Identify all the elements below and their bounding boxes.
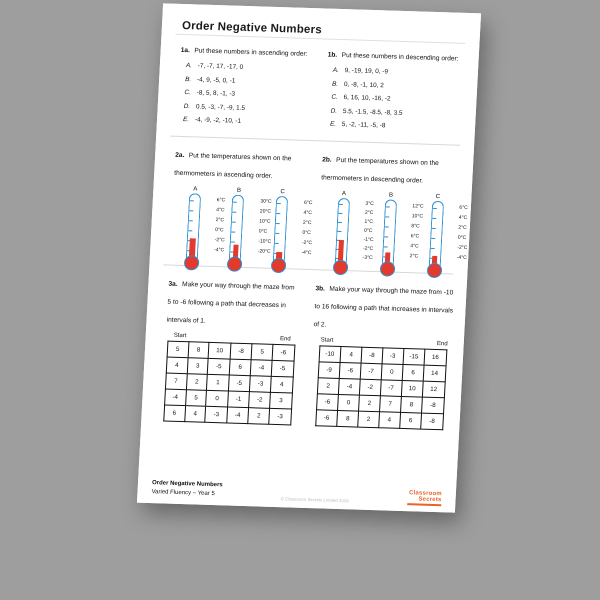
thermometer-2b-b-bulb <box>379 261 395 276</box>
maze-cell: -3 <box>382 347 404 364</box>
scale-value: 6°C <box>216 196 226 203</box>
maze-cell: 6 <box>399 412 422 429</box>
scale-value: 12°C <box>412 202 424 210</box>
question-row-2 <box>150 143 474 268</box>
maze-cell: -2 <box>249 391 271 408</box>
thermometer-2b-c-tube <box>428 200 468 266</box>
q1a-item-1-value: -4, 9, -5, 0, -1 <box>196 75 236 85</box>
maze-cell: 0 <box>338 394 360 411</box>
q3a-end-label: End <box>279 335 291 342</box>
q1a-list <box>183 62 311 127</box>
scale-value: 30°C <box>260 197 272 205</box>
scale-value: 3°C <box>365 200 375 207</box>
thermometer-a-tube <box>186 193 226 259</box>
question-2a <box>150 143 315 263</box>
thermometer-b-tube <box>229 194 272 260</box>
maze-cell: 4 <box>184 405 205 422</box>
question-1a <box>157 38 321 133</box>
q1a-item-2-value: -8, 5, 8, -1, -3 <box>196 89 236 98</box>
maze-cell: 0 <box>381 363 403 380</box>
maze-cell: -8 <box>422 397 444 414</box>
logo-line-1: Classroom <box>408 489 442 497</box>
scale-value: -3°C <box>362 254 373 261</box>
maze-cell: -8 <box>361 347 383 364</box>
maze-cell: -3 <box>250 375 272 392</box>
scale-value: -4°C <box>456 254 467 261</box>
q2b-number: 2b. <box>321 155 332 164</box>
page-title: Order Negative Numbers <box>181 19 323 37</box>
maze-cell: 12 <box>423 381 445 398</box>
scale-value: 2°C <box>364 209 374 216</box>
list-item <box>186 62 311 73</box>
list-item <box>332 80 467 91</box>
question-row-3 <box>141 271 467 430</box>
maze-cell: 4 <box>379 411 401 428</box>
maze-cell: 8 <box>400 396 423 413</box>
maze-cell: 7 <box>379 395 401 412</box>
thermometer-2b-a-tube <box>334 197 375 263</box>
maze-cell: 2 <box>358 411 380 428</box>
maze-cell: 0 <box>206 390 228 407</box>
q1b-item-0-label: A. <box>332 66 340 74</box>
q1a-text: Put these numbers in ascending order: <box>194 47 308 58</box>
q1b-text: Put these numbers in descending order: <box>341 51 459 63</box>
maze-cell: 2 <box>186 373 207 390</box>
scale-value: -4°C <box>213 246 225 253</box>
maze-cell: 10 <box>208 342 230 359</box>
scale-value: -20°C <box>257 247 271 255</box>
maze-cell: -7 <box>380 379 402 396</box>
scale-value: -2°C <box>457 244 468 251</box>
maze-cell: 2 <box>359 395 381 412</box>
footer-copyright: © Classroom Secrets Limited 2018 <box>280 496 349 504</box>
q3a-maze-table <box>163 340 295 425</box>
classroom-secrets-logo <box>407 490 442 507</box>
maze-cell: -3 <box>269 408 291 425</box>
table-row <box>315 409 443 429</box>
scale-value: 0°C <box>258 227 268 235</box>
q1b-number: 1b. <box>327 51 338 59</box>
logo-line-2: Secrets <box>418 496 442 503</box>
maze-cell: -7 <box>360 363 382 380</box>
scale-value: 20°C <box>259 207 272 215</box>
thermometer-b-label: B <box>236 187 242 194</box>
scale-value: 4°C <box>458 214 468 221</box>
page-footer <box>137 479 456 507</box>
q1b-item-0-value: 9, -19, 19, 0, -9 <box>344 67 389 76</box>
q2a-thermometers <box>170 185 313 262</box>
q3b-number: 3b. <box>315 284 326 293</box>
thermometer-c-label: C <box>280 188 285 195</box>
scale-value: 1°C <box>364 218 374 225</box>
q1a-number: 1a. <box>180 46 191 55</box>
maze-cell: 6 <box>163 404 185 421</box>
thermometer-a-bulb <box>184 255 200 270</box>
thermometer-2b-c-label: C <box>435 193 441 200</box>
thermometer-2b-a <box>320 190 375 264</box>
maze-cell: -5 <box>272 360 294 377</box>
maze-cell: 14 <box>424 365 446 382</box>
thermometer-2b-a-bulb <box>332 259 348 274</box>
maze-cell: 5 <box>185 389 206 406</box>
maze-cell: -5 <box>208 358 230 375</box>
maze-cell: 5 <box>251 343 273 360</box>
logo-bar <box>407 503 441 507</box>
scale-value: 6°C <box>410 232 420 239</box>
q1a-item-3-label: D. <box>183 102 191 110</box>
maze-cell: -9 <box>318 361 341 378</box>
q2b-thermometers <box>317 190 468 267</box>
q2a-number: 2a. <box>175 151 185 159</box>
maze-cell: 5 <box>167 341 189 358</box>
maze-cell: -6 <box>272 344 294 361</box>
scale-value: 4°C <box>216 206 225 213</box>
scale-value: 2°C <box>302 219 312 226</box>
list-item <box>184 89 309 100</box>
q3b-end-label: End <box>436 340 448 347</box>
thermometer-2b-c-bulb <box>426 262 442 277</box>
footer-title: Order Negative Numbers <box>151 480 223 489</box>
maze-cell: -5 <box>228 375 250 392</box>
maze-cell: -4 <box>339 378 361 395</box>
worksheet-sheet <box>137 3 481 512</box>
q3b-maze-table <box>315 345 447 430</box>
q1b-item-3-label: D. <box>330 107 338 115</box>
scale-value: -1°C <box>363 236 374 243</box>
scale-value: 0°C <box>302 229 312 236</box>
maze-cell: -3 <box>205 406 227 423</box>
maze-cell: -6 <box>316 393 339 410</box>
maze-cell: -2 <box>359 379 381 396</box>
maze-cell: -10 <box>319 345 342 362</box>
maze-cell: 4 <box>340 346 362 363</box>
scale-value: 2°C <box>215 216 225 223</box>
maze-cell: 2 <box>248 407 270 424</box>
thermometer-a-label: A <box>193 185 198 192</box>
q1b-item-1-label: B. <box>331 80 339 88</box>
maze-cell: 8 <box>337 410 359 427</box>
maze-cell: 10 <box>401 380 424 397</box>
q1b-item-4-label: E. <box>329 120 337 128</box>
table-row <box>163 404 291 424</box>
maze-cell: 3 <box>270 392 292 409</box>
maze-cell: 6 <box>402 364 425 381</box>
q1b-item-2-label: C. <box>331 93 339 101</box>
thermometer-b <box>215 187 272 261</box>
list-item <box>331 94 466 105</box>
scale-value: -2°C <box>214 236 225 243</box>
q3a-text: Make your way through the maze from 5 to -6 following a path that decreases in intervals of 1. <box>166 280 295 325</box>
scale-value: -10°C <box>258 237 272 245</box>
maze-cell: 7 <box>165 373 187 390</box>
maze-cell: -1 <box>228 391 250 408</box>
q3a-number: 3a. <box>168 280 178 288</box>
q1a-item-0-value: -7, -7, 17, -17, 0 <box>197 62 244 71</box>
scale-value: 8°C <box>411 222 420 229</box>
question-1b <box>316 43 480 138</box>
maze-cell: -8 <box>230 343 252 360</box>
thermometer-2b-a-label: A <box>341 190 347 197</box>
q1b-item-2-value: 6, 16, 10, -16, -2 <box>343 94 391 103</box>
maze-cell: -4 <box>164 389 186 406</box>
thermometer-2b-b-label: B <box>388 191 394 199</box>
maze-cell: 8 <box>188 341 209 358</box>
question-3b <box>300 276 467 430</box>
scale-value: 4°C <box>410 242 419 249</box>
maze-cell: -6 <box>340 362 362 379</box>
maze-cell: -4 <box>250 359 272 376</box>
q2b-text: Put the temperatures shown on the thermometers in descending order. <box>321 156 439 185</box>
scale-value: -2°C <box>362 245 374 252</box>
scale-value: 10°C <box>259 217 271 225</box>
thermometer-a <box>172 185 226 259</box>
thermometer-2b-b-tube <box>381 199 424 265</box>
q1b-item-4-value: 5, -2, -11, -5, -8 <box>341 121 386 130</box>
q1a-item-1-label: B. <box>185 75 192 83</box>
q1b-item-1-value: 0, -8, -1, 10, 2 <box>343 80 384 89</box>
scale-value: -2°C <box>301 239 313 246</box>
list-item <box>184 103 309 114</box>
q1a-item-3-value: 0.5, -3, -7, -9, 1.5 <box>195 102 246 112</box>
maze-cell: 1 <box>207 374 229 391</box>
thermometer-2b-c <box>411 193 468 267</box>
question-row-1 <box>157 38 480 138</box>
thermometer-c-tube <box>273 195 313 261</box>
list-item <box>330 121 465 132</box>
worksheet-page <box>137 3 481 512</box>
question-2b <box>309 148 474 268</box>
maze-cell: -8 <box>421 413 443 430</box>
scale-value: 6°C <box>303 199 313 206</box>
footer-text <box>151 479 223 499</box>
scale-value: 2°C <box>458 224 467 231</box>
maze-cell: 16 <box>424 349 446 366</box>
thermometer-c <box>259 188 313 262</box>
scale-value: 6°C <box>459 204 468 211</box>
q1a-item-4-value: -4, -9, -2, -10, -1 <box>194 116 242 125</box>
maze-cell: -4 <box>227 406 249 423</box>
scale-value: 4°C <box>303 209 313 216</box>
maze-cell: 4 <box>166 357 188 374</box>
footer-subtitle: Varied Fluency – Year 5 <box>151 489 215 498</box>
maze-cell: 2 <box>317 377 340 394</box>
scale-value: -4°C <box>301 249 312 256</box>
scale-value: 0°C <box>215 226 224 233</box>
list-item <box>185 76 310 87</box>
maze-cell: 3 <box>187 357 208 374</box>
q2a-text: Put the temperatures shown on the thermometers in ascending order. <box>174 151 292 180</box>
q1a-item-0-label: A. <box>185 62 193 70</box>
list-item <box>183 116 308 127</box>
scale-value: 10°C <box>411 212 424 220</box>
thermometer-b-bulb <box>227 256 243 271</box>
list-item <box>333 67 468 78</box>
q3b-start-label: Start <box>320 336 334 344</box>
maze-cell: -15 <box>403 348 426 365</box>
thermometer-c-bulb <box>271 257 287 272</box>
scale-value: 2°C <box>409 252 419 259</box>
q3a-start-label: Start <box>173 332 187 339</box>
scale-value: 0°C <box>363 227 373 234</box>
thermometer-2b-b <box>364 191 424 265</box>
maze-cell: 6 <box>229 359 251 376</box>
q1a-item-2-label: C. <box>184 89 192 97</box>
maze-cell: -6 <box>315 409 338 426</box>
maze-cell: 4 <box>271 376 293 393</box>
q1b-item-3-value: 5.5, -1.5, -8.5, -8, 3.5 <box>342 107 403 117</box>
q1a-item-4-label: E. <box>182 116 190 124</box>
q3b-text: Make your way through the maze from -10 to 16 following a path that increases in intervals of 2. <box>313 285 454 329</box>
list-item <box>331 107 466 118</box>
q1b-list <box>330 67 468 132</box>
question-3a <box>141 271 308 425</box>
scale-value: 0°C <box>457 234 467 241</box>
